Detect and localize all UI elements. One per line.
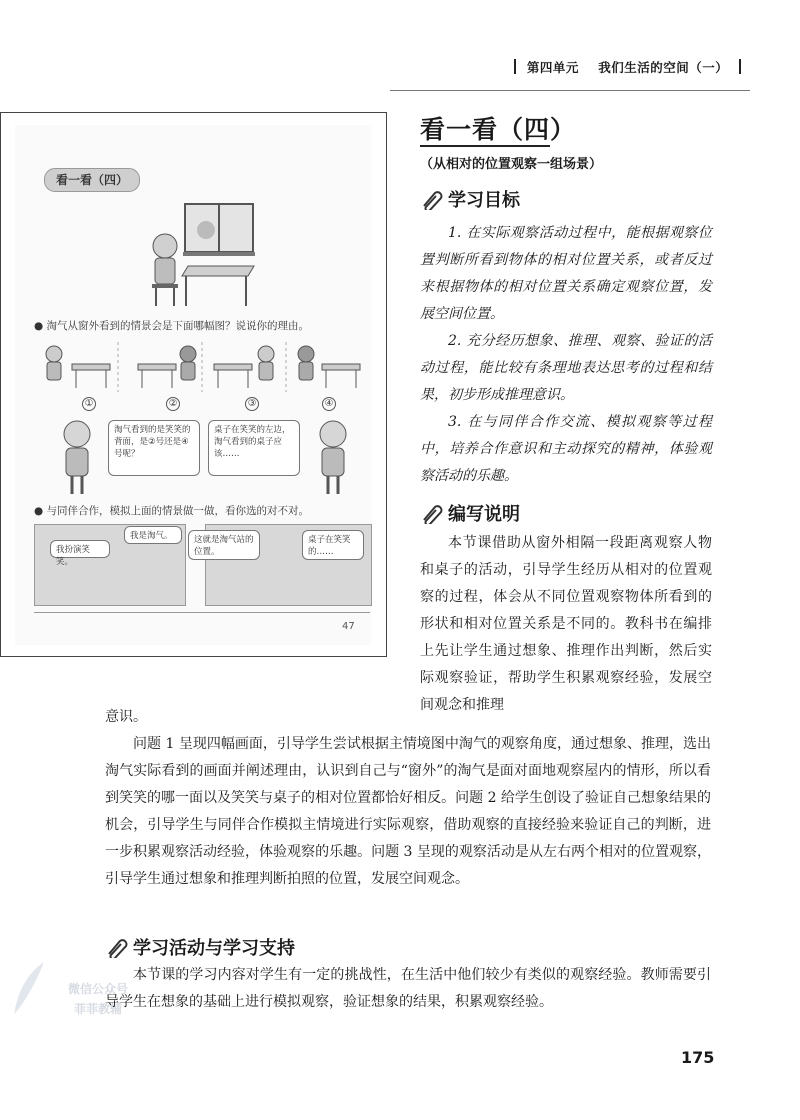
- figure-tag: 看一看（四）: [44, 168, 140, 192]
- notes-paragraph-1-tail: 意识。: [105, 709, 147, 725]
- option-number-4: ④: [322, 397, 336, 411]
- header-bar-right: [739, 59, 741, 74]
- notes-heading: [420, 500, 520, 526]
- option-number-2: ②: [166, 397, 180, 411]
- notes-heading-text: 编写说明: [448, 504, 520, 525]
- speech-bubble-girl: 淘气看到的是笑笑的背面，是②号还是④号呢？: [108, 420, 200, 476]
- watermark-line-1: 微信公众号: [67, 982, 128, 996]
- speech-bubble-boy: 桌子在笑笑的左边，淘气看到的桌子应该……: [208, 420, 300, 476]
- classroom-scene-illustration: [130, 200, 260, 312]
- photo-bubble-2: 我是淘气。: [124, 526, 182, 544]
- figure-question-2: ● 与同伴合作，模拟上面的情景做一做，看你选的对不对。: [34, 505, 309, 517]
- goal-item-1: 1. 在实际观察活动过程中，能根据观察位置判断所看到物体的相对位置关系，或者反过来根据物体的相对位置关系确定观察位置，发展空间位置。: [420, 225, 712, 322]
- activities-heading-text: 学习活动与学习支持: [133, 938, 295, 959]
- paperclip-icon: [105, 936, 129, 958]
- activities-heading: [105, 934, 295, 960]
- running-header: [508, 58, 747, 76]
- activities-paragraph: 本节课的学习内容对学生有一定的挑战性，在生活中他们较少有类似的观察经验。教师需要引导学生在想象的基础上进行模拟观察，验证想象的结果，积累观察经验。: [105, 967, 711, 1010]
- notes-paragraph-2: 问题 1 呈现四幅画面，引导学生尝试根据主情境图中淘气的观察角度，通过想象、推理，选出淘气实际看到的画面并阐述理由，认识到自己与“窗外”的淘气是面对面地观察屋内的情形，所以看到笑笑的哪一面以及笑笑与桌子的相对位置都恰好相反。问题 2 给学生创设了验证自己想象结果的机会，引导学生与同伴合作模拟主情境进行实际观察，借助观察的直接经验来验证自己的判断，进一步积累观察活动经验，体验观察的乐趣。问题 3 呈现的观察活动是从左右两个相对的位置观察，引导学生通过想象和推理判断拍照的位置，发展空间观念。: [105, 736, 711, 887]
- goals-heading: [420, 186, 520, 212]
- figure-question-1: ● 淘气从窗外看到的情景会是下面哪幅图？说说你的理由。: [34, 320, 309, 332]
- header-title: 我们生活的空间（一）: [598, 60, 729, 75]
- title-rule: [420, 145, 550, 147]
- option-pictures: [34, 338, 370, 394]
- paperclip-icon: [420, 502, 444, 524]
- section-subtitle: （从相对的位置观察一组场景）: [420, 157, 603, 172]
- boy-character-icon: [306, 418, 360, 496]
- option-number-3: ③: [245, 397, 259, 411]
- figure-footer-rule: [34, 612, 370, 613]
- header-bar-left: [514, 59, 516, 74]
- goal-item-2: 2. 充分经历想象、推理、观察、验证的活动过程，能比较有条理地表达思考的过程和结果，初步形成推理意识。: [420, 333, 712, 403]
- watermark: [8, 958, 158, 1028]
- option-number-1: ①: [82, 397, 96, 411]
- notes-paragraph-1: 本节课借助从窗外相隔一段距离观察人物和桌子的活动，引导学生经历从相对的位置观察的过程，体会从不同位置观察物体所看到的形状和相对位置关系是不同的。教科书在编排上先让学生通过想象、推理作出判断，然后实际观察验证，帮助学生积累观察经验，发展空间观念和推理: [420, 535, 712, 713]
- figure-page-number: 47: [342, 621, 355, 632]
- section-title: 看一看（四）: [420, 115, 577, 144]
- girl-character-icon: [50, 418, 104, 496]
- header-rule: [390, 90, 750, 91]
- header-unit: 第四单元: [526, 60, 579, 75]
- goals-heading-text: 学习目标: [448, 190, 520, 211]
- photo-bubble-3: 这就是淘气站的位置。: [188, 530, 260, 560]
- photo-bubble-4: 桌子在笑笑的……: [302, 530, 364, 560]
- page-number: 175: [681, 1048, 715, 1067]
- photo-bubble-1: 我扮演笑笑。: [50, 540, 110, 558]
- watermark-line-2: 菲菲教辅: [73, 1002, 122, 1016]
- paperclip-icon: [420, 188, 444, 210]
- goal-item-3: 3. 在与同伴合作交流、模拟观察等过程中，培养合作意识和主动探究的精神，体验观察活动的乐趣。: [420, 414, 712, 484]
